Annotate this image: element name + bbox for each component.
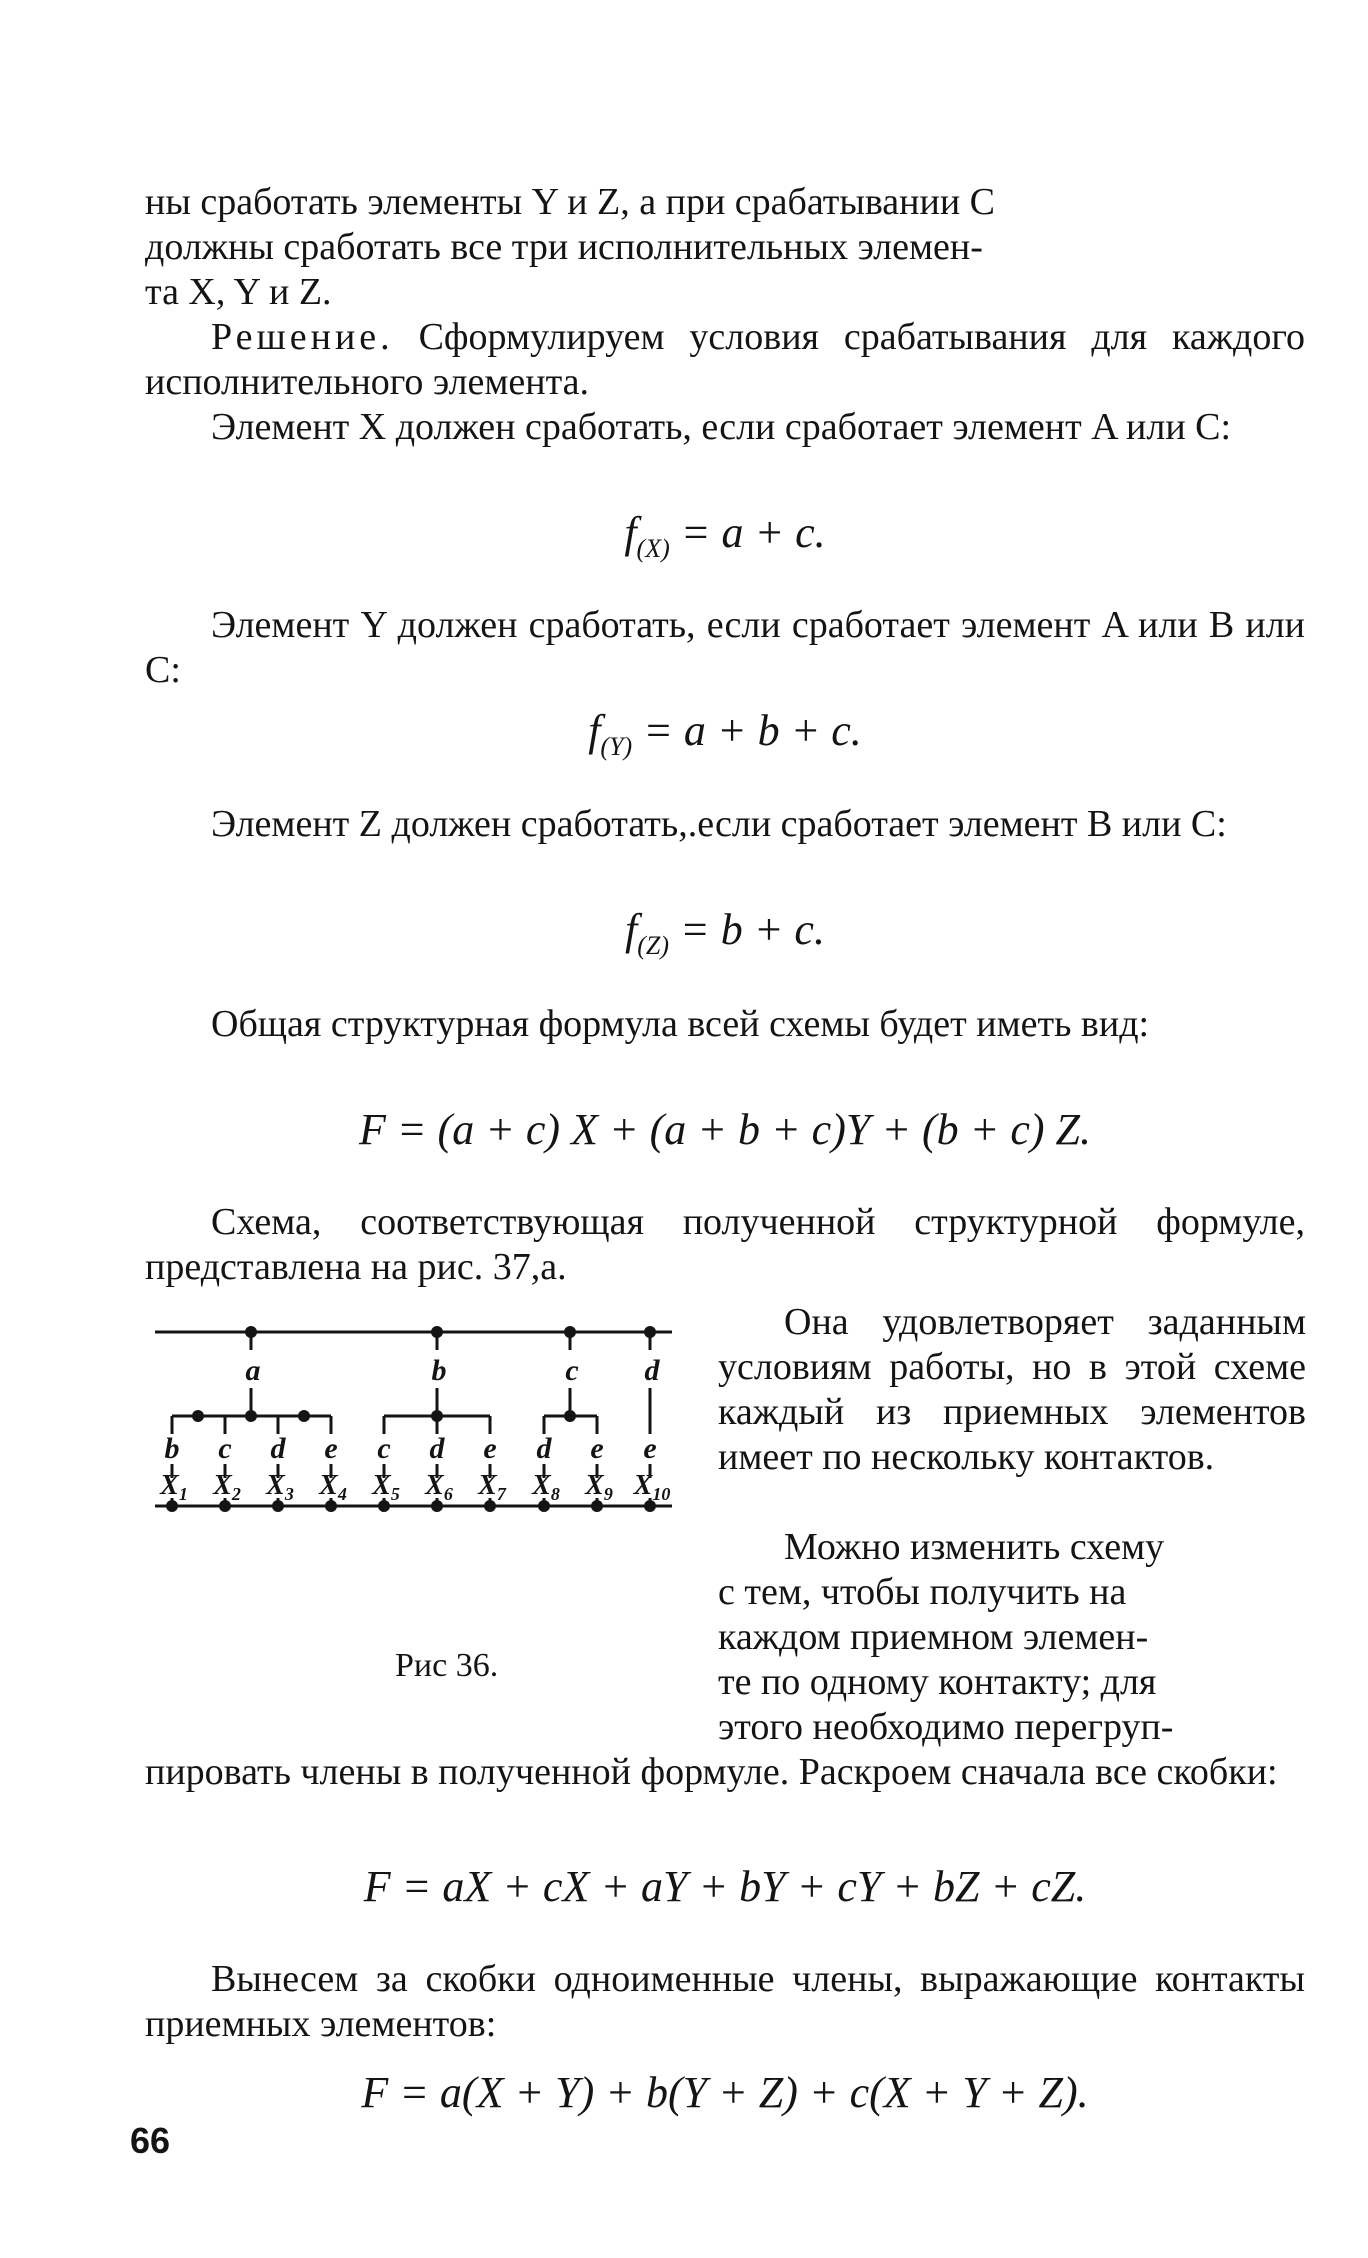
branch-node	[298, 1410, 310, 1422]
formula-fy	[145, 706, 1305, 772]
solution-text: Сформулируем условия срабатывания для каждого исполнительного элемента.	[145, 316, 1305, 403]
text-line: та X, Y и Z.	[145, 271, 332, 313]
bottom-contact-label: e	[643, 1432, 657, 1465]
paragraph-factor: Вынесем за скобки одноименные члены, выражающие контакты приемных элементов:	[145, 1958, 1305, 2045]
element-index: 9	[603, 1484, 613, 1504]
formula-fy-rhs: = a + b + c.	[643, 706, 862, 755]
element-label: $X_4$	[319, 1470, 347, 1504]
paragraph-element-x: Элемент X должен сработать, если сработает элемент A или C:	[211, 406, 1232, 448]
branch-node	[192, 1410, 204, 1422]
element-label: $X_7$	[478, 1470, 506, 1504]
element-index: 8	[550, 1484, 560, 1504]
formula-fz-rhs: = b + c.	[680, 905, 825, 954]
formula-fx-sub: (X)	[636, 534, 670, 563]
bottom-contact-label: e	[483, 1432, 497, 1465]
bottom-bus-node	[484, 1500, 496, 1512]
element-label: $X_1$	[160, 1470, 188, 1504]
element-label: $X_{10}$	[633, 1470, 671, 1504]
page-number: 66	[130, 2120, 171, 2161]
bottom-contact-label: d	[536, 1432, 552, 1465]
element-index: 5	[390, 1484, 400, 1504]
element-label: $X_3$	[266, 1470, 294, 1504]
formula-fy-base: f	[588, 706, 601, 755]
element-index: 10	[652, 1484, 671, 1504]
element-index: 1	[178, 1484, 188, 1504]
figure-caption: Рис 36.	[395, 1647, 499, 1684]
top-bus-node	[245, 1326, 257, 1338]
paragraph-regroup	[718, 1525, 1306, 1750]
formula-fx-rhs: = a + c.	[680, 508, 826, 557]
formula-general: F = (a + c) X + (a + b + c)Y + (b + c) Z.	[358, 1105, 1092, 1154]
element-index: 4	[337, 1484, 347, 1504]
text-line: Можно изменить схему	[784, 1526, 1165, 1568]
paragraph-element-z: Элемент Z должен сработать,.если сработает элемент B или C:	[211, 803, 1227, 845]
bottom-contact-label: e	[324, 1432, 338, 1465]
paragraph-solution	[145, 315, 1305, 405]
element-index: 7	[496, 1484, 506, 1504]
paragraph-expand: пировать члены в полученной формуле. Раскроем сначала все скобки:	[145, 1751, 1278, 1793]
element-label: $X_9$	[585, 1470, 613, 1504]
branch-node	[431, 1410, 443, 1422]
formula-fz-base: f	[625, 905, 638, 954]
top-bus-node	[564, 1326, 576, 1338]
paragraph-scheme-comment: Она удовлетворяет заданным условиям работы, но в этой схеме каждый из приемных элементов имеет по нескольку контактов.	[718, 1301, 1306, 1478]
formula-fx	[145, 508, 1305, 574]
top-bus-node	[431, 1326, 443, 1338]
bottom-bus-node	[325, 1500, 337, 1512]
solution-heading: Решение.	[211, 316, 394, 358]
formula-fy-sub: (Y)	[600, 732, 633, 761]
bottom-contact-label: d	[429, 1432, 445, 1465]
text-line: каждом приемном элемен-	[718, 1616, 1149, 1658]
bottom-contact-label: c	[377, 1432, 391, 1465]
formula-expanded: F = aX + cX + aY + bY + cY + bZ + cZ.	[363, 1862, 1087, 1911]
text-line: должны сработать все три исполнительных элемен-	[145, 226, 983, 268]
text-line: ны сработать элементы Y и Z, а при срабатывании С	[145, 181, 996, 223]
element-index: 6	[443, 1484, 453, 1504]
bottom-bus-node	[538, 1500, 550, 1512]
contact-scheme-figure	[140, 1308, 700, 1558]
bottom-bus-node	[591, 1500, 603, 1512]
bottom-contact-label: e	[590, 1432, 604, 1465]
top-bus-node	[644, 1326, 656, 1338]
bottom-contact-label: c	[218, 1432, 232, 1465]
formula-fz	[145, 905, 1305, 971]
paragraph-scheme: Схема, соответствующая полученной структурной формуле, представлена на рис. 37,а.	[145, 1201, 1305, 1288]
paragraph-element-y: Элемент Y должен сработать, если сработает элемент A или B или C:	[145, 604, 1305, 691]
element-label: $X_6$	[425, 1470, 453, 1504]
paragraph-general-formula: Общая структурная формула всей схемы будет иметь вид:	[211, 1003, 1150, 1045]
branch-node	[564, 1410, 576, 1422]
text-line: те по одному контакту; для	[718, 1661, 1157, 1703]
element-index: 3	[284, 1484, 294, 1504]
bottom-bus-node	[272, 1500, 284, 1512]
formula-fz-sub: (Z)	[637, 931, 670, 960]
formula-grouped: F = a(X + Y) + b(Y + Z) + c(X + Y + Z).	[361, 2068, 1089, 2117]
formula-fx-base: f	[624, 508, 637, 557]
bottom-bus-node	[431, 1500, 443, 1512]
bottom-bus-node	[219, 1500, 231, 1512]
top-contact-label: b	[431, 1354, 447, 1387]
bottom-contact-label: b	[164, 1432, 180, 1465]
bottom-bus-node	[378, 1500, 390, 1512]
bottom-bus-node	[166, 1500, 178, 1512]
text-line: этого необходимо перегруп-	[718, 1706, 1174, 1748]
element-label: $X_2$	[213, 1470, 241, 1504]
top-contact-label: a	[245, 1354, 261, 1387]
element-index: 2	[231, 1484, 241, 1504]
element-label: $X_8$	[532, 1470, 560, 1504]
top-contact-label: c	[565, 1354, 579, 1387]
paragraph-continuation	[145, 180, 1305, 315]
bottom-contact-label: d	[270, 1432, 286, 1465]
branch-node	[245, 1410, 257, 1422]
element-label: $X_5$	[372, 1470, 400, 1504]
top-contact-label: d	[644, 1354, 660, 1387]
text-line: с тем, чтобы получить на	[718, 1571, 1127, 1613]
